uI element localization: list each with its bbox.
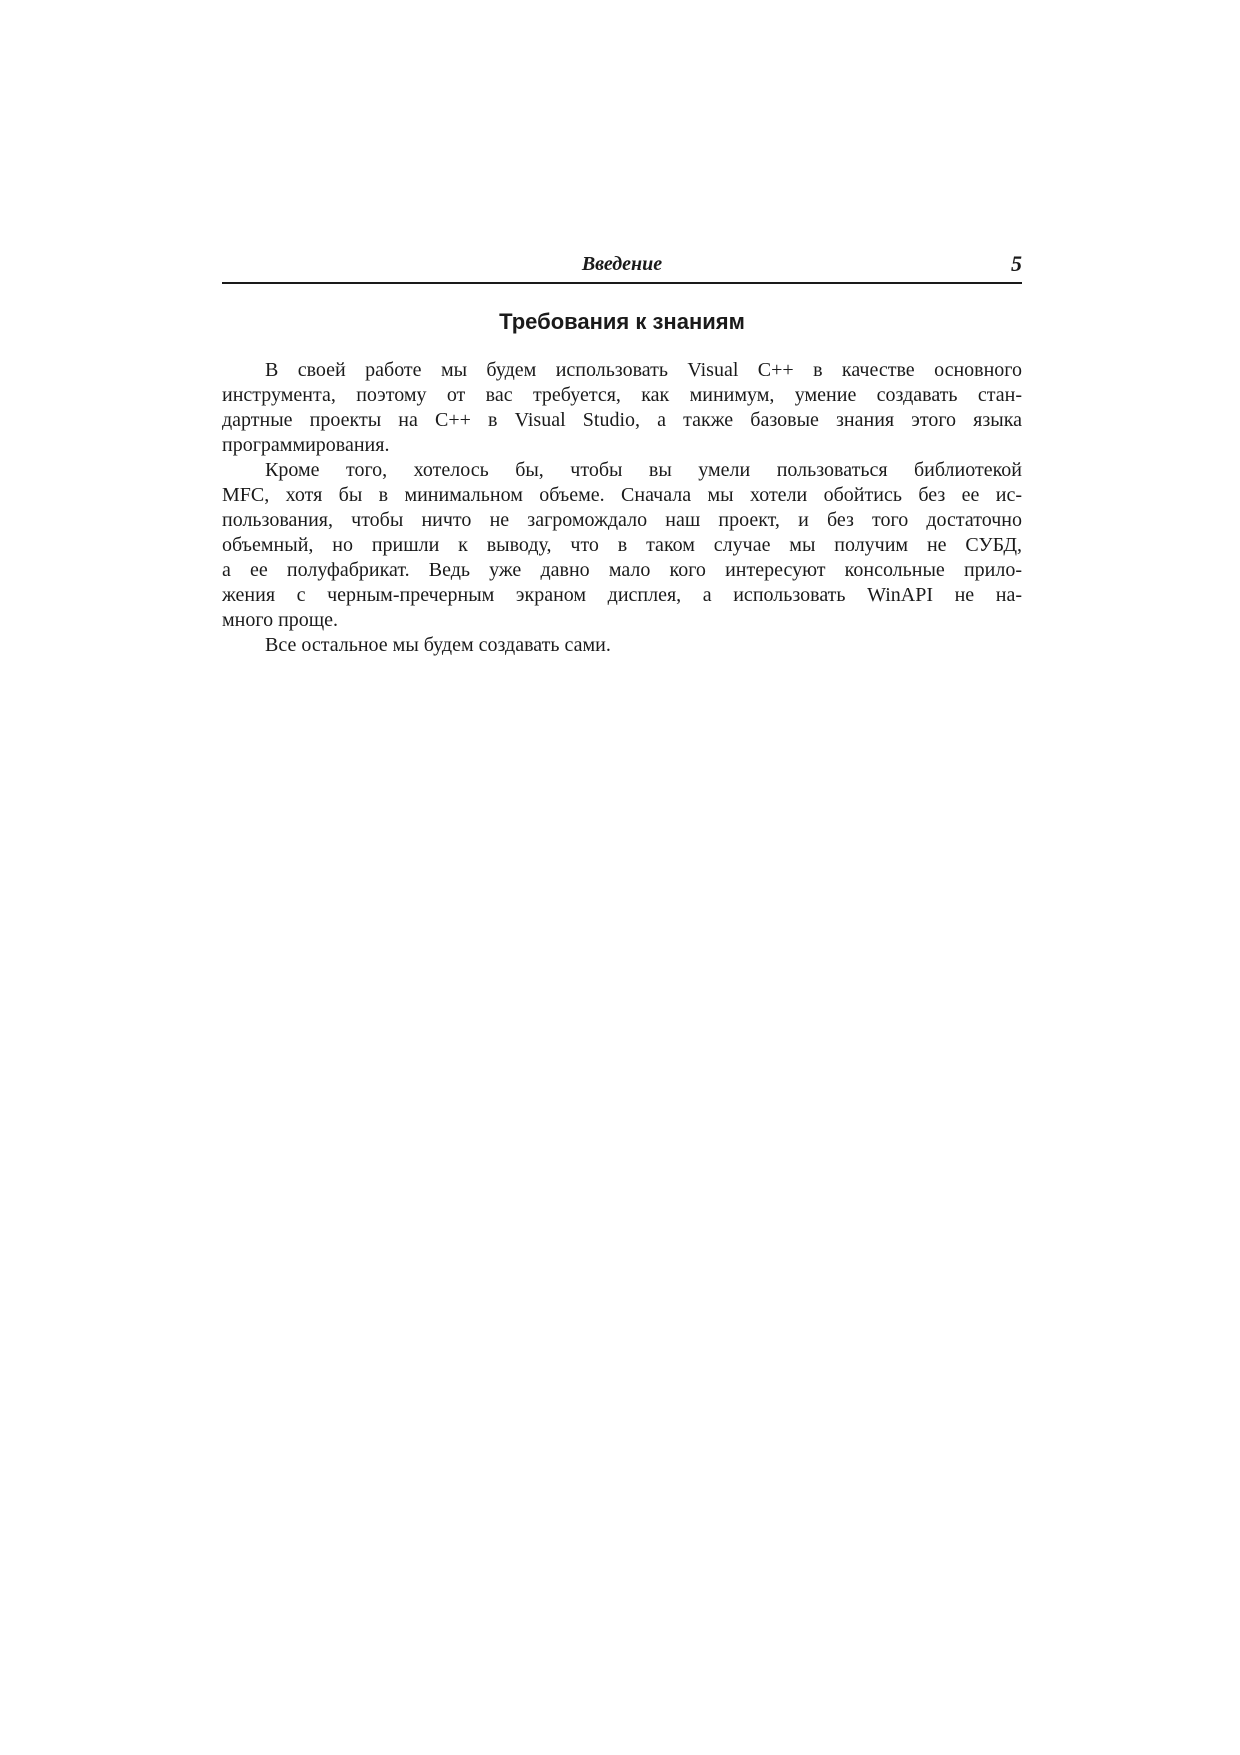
paragraph-2 (222, 458, 1022, 633)
text-line: Кроме того, хотелось бы, чтобы вы умели пользоваться библиотекой (265, 459, 1022, 481)
paragraph-1 (222, 358, 1022, 458)
text-line: MFC, хотя бы в минимальном объеме. Сначала мы хотели обойтись без ее ис- (222, 484, 1022, 506)
text-line: пользования, чтобы ничто не загромождало наш проект, и без того достаточно (222, 509, 1022, 531)
running-title: Введение (581, 253, 663, 275)
text-line: много проще. (222, 609, 339, 631)
running-header (222, 250, 1022, 284)
body-text (222, 358, 1022, 658)
text-line: инструмента, поэтому от вас требуется, как минимум, умение создавать стан- (222, 384, 1022, 406)
text-line: программирования. (222, 434, 390, 456)
text-line: В своей работе мы будем использовать Visual C++ в качестве основного (265, 359, 1022, 381)
section-title: Требования к знаниям (499, 309, 745, 334)
paragraph-3 (222, 633, 1022, 658)
text-line: а ее полуфабрикат. Ведь уже давно мало кого интересуют консольные прило- (222, 559, 1022, 581)
page-number: 5 (1011, 251, 1022, 276)
text-line: жения с черным-пречерным экраном дисплея, а использовать WinAPI не на- (222, 584, 1022, 606)
text-line: объемный, но пришли к выводу, что в таком случае мы получим не СУБД, (222, 534, 1022, 556)
text-line: Все остальное мы будем создавать сами. (265, 634, 611, 656)
text-line: дартные проекты на C++ в Visual Studio, а также базовые знания этого языка (222, 409, 1022, 431)
